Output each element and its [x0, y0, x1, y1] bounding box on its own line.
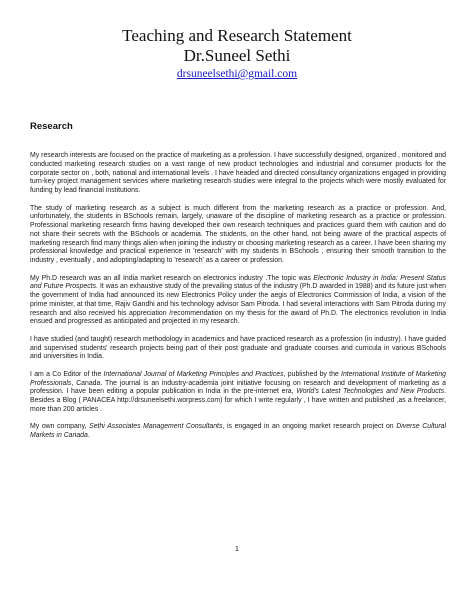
project-name: Diverse Cultural Markets in Canada [30, 423, 447, 439]
page-number: 1 [235, 546, 239, 553]
editorial-text-1: I am a Co Editor of the [30, 370, 104, 378]
phd-text-1: My Ph.D research was an all India market research on electronics industry .The topic was [30, 274, 314, 282]
paragraph-phd-research [30, 275, 446, 328]
company-text-3: . [87, 432, 90, 439]
paragraph-research-interests: My research interests are focused on the practice of marketing as a profession. I have successfully designed, organized , monitored and conducted marketing research studies on a vast range of new product technologies and industrial and consumer products for the corporate sector on , both, national and international levels . I have headed and directed consultancy organizations engaged in providing turn-key project management services where marketing research studies were integral to the projects which were mostly evaluated for funding by lead financial institutions. [30, 152, 446, 194]
paragraph-marketing-research-study: The study of marketing research as a subject is much different from the marketing research as a practice or profession. And, unfortunately, the students in BSchools remain, largely, unaware of the discipline of marketing research as a practice or profession. Professional marketing research firms having developed their own research techniques and practices guard them with caution and do not share their secrets with the BSchools or academia. The students, on the other hand, not being aware of the practical aspects of marketing research find many things alien when joining the industry or choosing marketing research as a career. I have been sharing my professional knowledge and practical experience in 'research' with my students in BSchools , ensuring their smooth transition to the industry , eventually , and adopting/adapting to 'research' as a career or profession. [30, 204, 446, 264]
document-title: Teaching and Research Statement [122, 26, 352, 45]
phd-text-2: . It was an exhaustive study of the prevailing status of the industry (Ph.D awarded in 1988) and its future just when the government of India had announced its new Electronics Policy under the aegis of Electronics Commission of India, a vision of the prime minister, at that time, Rajiv Gandhi and his technology advisor Sam Pitroda. I had several interactions with Sam Pitroda during my research and also received his appreciation /recommendation on my thesis for the award of Ph.D. The electronics revolution in India ensued and progressed as anticipated and projected in my research. [30, 283, 446, 326]
paragraph-research-methodology: I have studied (and taught) research methodology in academics and have practiced research as a profession (in industry). I have guided and supervised students' research projects being part of their post graduate and graduate courses and curricula in various BSchools and universities in India. [30, 335, 446, 361]
author-name: Dr.Suneel Sethi [183, 46, 291, 65]
paragraph-company [30, 423, 446, 441]
company-text-1: My own company, [30, 423, 90, 431]
editorial-text-4: . Besides a Blog ( PANACEA http://drsuneelsethi.worpress.com) for which I write regularly , I have written and published ,as a freelancer, more than 200 articles . [30, 388, 446, 413]
section-heading-research: Research [30, 121, 73, 132]
publication-name: World's Latest Technologies and New Products [296, 388, 445, 396]
paragraph-editorial [30, 371, 446, 415]
institute-name: International Institute of Marketing Professionals [30, 370, 446, 387]
email-line [0, 67, 474, 81]
editorial-text-2: , published by the [283, 370, 342, 378]
company-text-2: , is engaged in an ongoing market research project on [222, 423, 397, 431]
journal-name: International Journal of Marketing Principles and Practices [103, 370, 284, 378]
company-name: Sethi Associates Management Consultants [89, 423, 223, 431]
email-link[interactable]: drsuneelsethi@gmail.com [176, 68, 298, 80]
editorial-text-3: , Canada. The journal is an industry-academia joint initiative focusing on research and development of marketing as a profession. I have been editing a popular publication in India in the pre-internet era, [30, 379, 446, 396]
research-body [30, 152, 446, 450]
phd-thesis-title: Electronic Industry in India: Present Status and Future Prospects [30, 274, 446, 291]
